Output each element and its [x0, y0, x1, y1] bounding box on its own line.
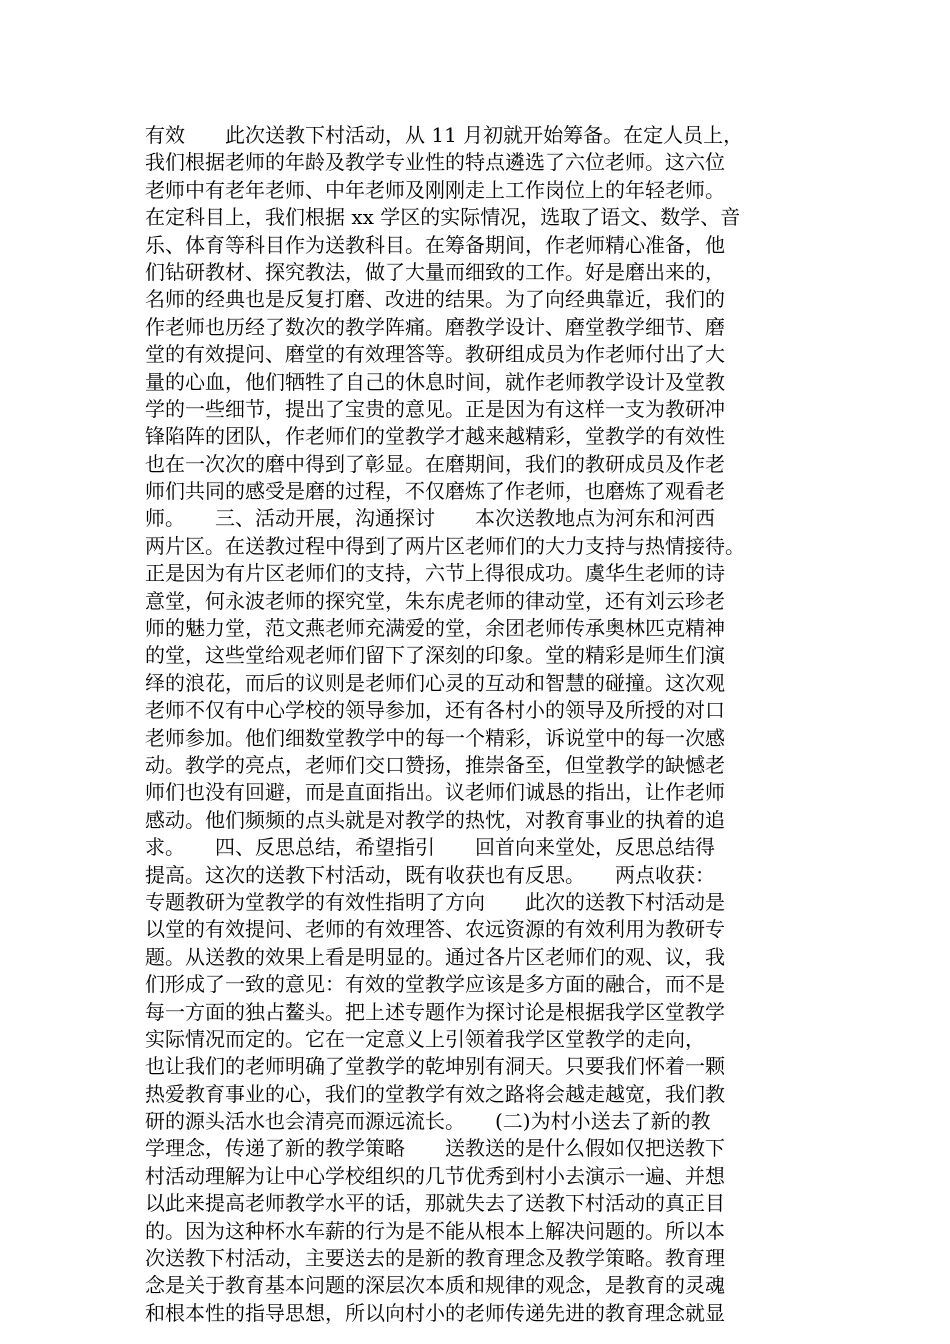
text-line: 实际情况而定的。它在一定意义上引领着我学区堂教学的走向， [145, 1026, 705, 1051]
text-line: 锋陷阵的团队，作老师们的堂教学才越来越精彩，堂教学的有效性 [145, 424, 725, 449]
text-line: 们形成了一致的意见：有效的堂教学应该是多方面的融合，而不是 [145, 972, 725, 997]
text-line: 老师中有老年老师、中年老师及刚刚走上工作岗位上的年轻老师。 [145, 177, 725, 202]
text-line: 村活动理解为让中心学校组织的几节优秀到村小去演示一遍、并想 [145, 1163, 725, 1188]
text-line: 师。 三、活动开展，沟通探讨 本次送教地点为河东和河西 [145, 506, 715, 531]
text-line: 量的心血，他们牺牲了自己的休息时间，就作老师教学设计及堂教 [145, 369, 725, 394]
text-line: 以堂的有效提问、老师的有效理答、农远资源的有效利用为教研专 [145, 917, 725, 942]
text-line: 有效 此次送教下村活动，从 11 月初就开始筹备。在定人员上， [145, 123, 744, 147]
text-line: 念是关于教育基本问题的深层次本质和规律的观念，是教育的灵魂 [145, 1273, 725, 1298]
text-line: 热爱教育事业的心，我们的堂教学有效之路将会越走越宽，我们教 [145, 1081, 725, 1106]
text-line: 也让我们的老师明确了堂教学的乾坤别有洞天。只要我们怀着一颗 [145, 1054, 725, 1079]
text-line: 学理念，传递了新的教学策略 送教送的是什么假如仅把送教下 [145, 1136, 725, 1161]
text-line: 次送教下村活动，主要送去的是新的教育理念及教学策略。教育理 [145, 1246, 725, 1271]
text-line: 老师不仅有中心学校的领导参加，还有各村小的领导及所授的对口 [145, 698, 725, 723]
text-line: 两片区。在送教过程中得到了两片区老师们的大力支持与热情接待。 [145, 533, 745, 558]
text-line: 意堂，何永波老师的探究堂，朱东虎老师的律动堂，还有刘云珍老 [145, 588, 725, 613]
text-line: 作老师也历经了数次的教学阵痛。磨教学设计、磨堂教学细节、磨 [145, 314, 725, 339]
text-line: 题。从送教的效果上看是明显的。通过各片区老师们的观、议，我 [145, 944, 725, 969]
text-line: 研的源头活水也会清亮而源远流长。 (二)为村小送去了新的教 [145, 1109, 711, 1134]
text-line: 师们也没有回避，而是直面指出。议老师们诚恳的指出，让作老师 [145, 780, 725, 805]
text-line: 我们根据老师的年龄及教学专业性的特点遴选了六位老师。这六位 [145, 150, 725, 175]
text-line: 绎的浪花，而后的议则是老师们心灵的互动和智慧的碰撞。这次观 [145, 670, 725, 695]
text-line: 和根本性的指导思想，所以向村小的老师传递先进的教育理念就显 [145, 1300, 725, 1325]
text-line: 专题教研为堂教学的有效性指明了方向 此次的送教下村活动是 [145, 889, 725, 914]
text-line: 以此来提高老师教学水平的话，那就失去了送教下村活动的真正目 [145, 1191, 725, 1216]
body-text [145, 122, 815, 1327]
text-line: 正是因为有片区老师们的支持，六节上得很成功。虞华生老师的诗 [145, 561, 725, 586]
text-line: 老师参加。他们细数堂教学中的每一个精彩，诉说堂中的每一次感 [145, 725, 725, 750]
text-line: 感动。他们频频的点头就是对教学的热忱，对教育事业的执着的追 [145, 807, 725, 832]
text-line: 提高。这次的送教下村活动，既有收获也有反思。 两点收获： [145, 862, 715, 887]
text-line: 学的一些细节，提出了宝贵的意见。正是因为有这样一支为教研冲 [145, 396, 725, 421]
text-line: 师们共同的感受是磨的过程，不仅磨炼了作老师，也磨炼了观看老 [145, 479, 725, 504]
text-line: 的堂，这些堂给观老师们留下了深刻的印象。堂的精彩是师生们演 [145, 643, 725, 668]
text-line: 求。 四、反思总结，希望指引 回首向来堂处，反思总结得 [145, 835, 715, 860]
text-line: 的。因为这种杯水车薪的行为是不能从根本上解决问题的。所以本 [145, 1218, 725, 1243]
text-line: 名师的经典也是反复打磨、改进的结果。为了向经典靠近，我们的 [145, 287, 725, 312]
text-line: 也在一次次的磨中得到了彰显。在磨期间，我们的教研成员及作老 [145, 451, 725, 476]
text-line: 在定科目上，我们根据 xx 学区的实际情况，选取了语文、数学、音 [145, 205, 741, 230]
text-line: 堂的有效提问、磨堂的有效理答等。教研组成员为作老师付出了大 [145, 342, 725, 367]
text-line: 师的魅力堂，范文燕老师充满爱的堂，余团老师传承奥林匹克精神 [145, 616, 725, 641]
text-line: 动。教学的亮点，老师们交口赞扬，推崇备至，但堂教学的缺憾老 [145, 752, 725, 777]
text-line: 乐、体育等科目作为送教科目。在筹备期间，作老师精心准备，他 [145, 232, 725, 257]
text-line: 们钻研教材、探究教法，做了大量而细致的工作。好是磨出来的， [145, 259, 725, 284]
text-line: 每一方面的独占鳌头。把上述专题作为探讨论是根据我学区堂教学 [145, 999, 725, 1024]
